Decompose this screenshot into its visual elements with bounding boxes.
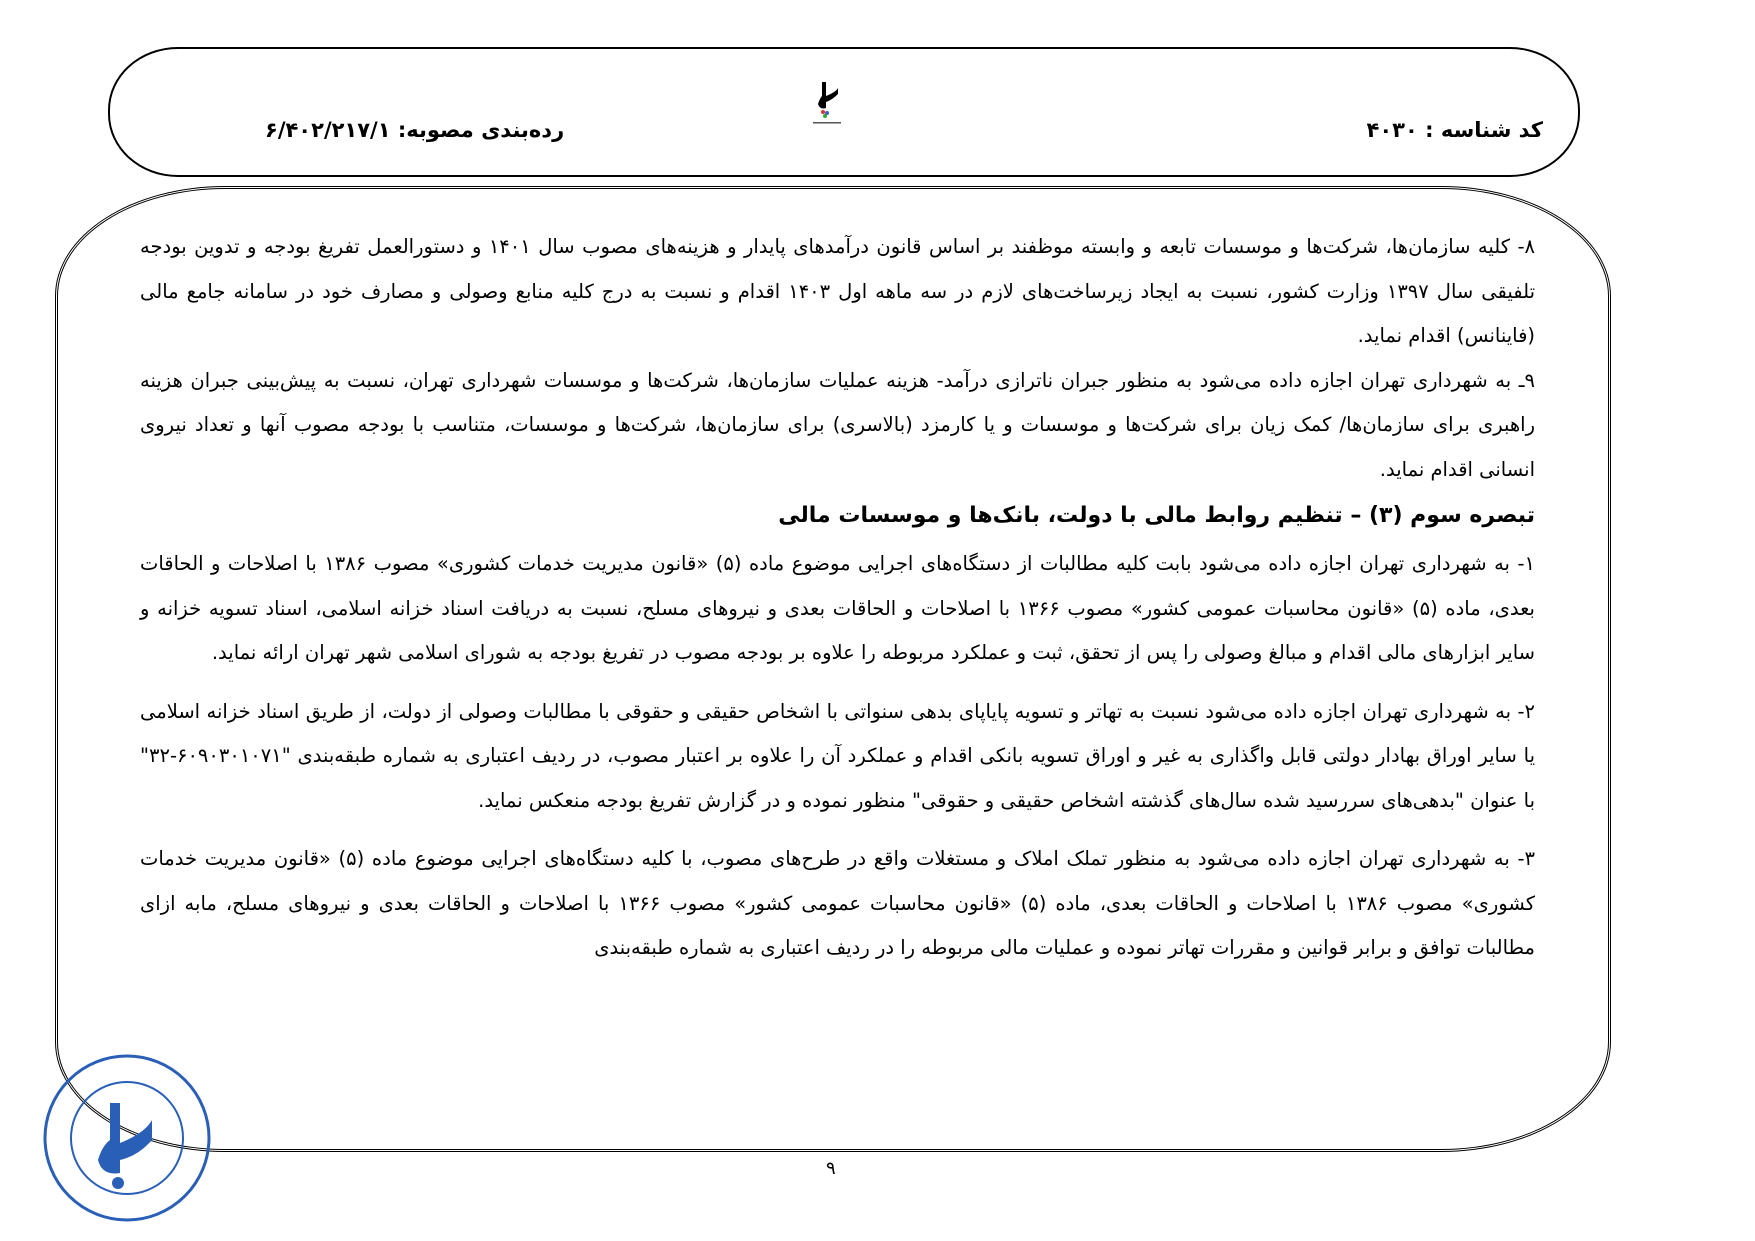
page-number: ۹	[826, 1158, 836, 1179]
council-logo-icon	[808, 78, 848, 128]
document-body	[140, 225, 1535, 971]
paragraph-clause-2: ۲- به شهرداری تهران اجازه داده می‌شود نسبت به تهاتر و تسویه پایاپای بدهی سنواتی با اشخاص حقیقی و حقوقی با مطالبات وصولی از دولت، از طریق اسناد خزانه اسلامی یا سایر اوراق بهادار دولتی قابل واگذاری به غیر و اوراق تسویه بانکی اقدام و عملکرد آن را علاوه بر اعتبار مصوب، در ردیف اعتباری به شماره طبقه‌بندی "۶۰۹۰۳۰۱۰۷۱-۳۲" با عنوان "بدهی‌های سررسید شده سال‌های گذشته اشخاص حقیقی و حقوقی" منظور نموده و در گزارش تفریغ بودجه منعکس نماید.	[140, 699, 1535, 812]
council-stamp-icon	[40, 1048, 215, 1228]
paragraph-9: ۹ـ به شهرداری تهران اجازه داده می‌شود به منظور جبران ناترازی درآمد- هزینه عملیات سازمان‌ها، شرکت‌ها و موسسات شهرداری تهران، نسبت به پیش‌بینی جبران هزینه راهبری برای سازمان‌ها/ کمک زیان برای شرکت‌ها و موسسات و یا کارمزد (بالاسری) برای سازمان‌ها، شرکت‌ها و موسسات، متناسب با بودجه مصوب آنها و تعداد نیروی انسانی اقدام نماید.	[140, 368, 1535, 481]
paragraph-clause-1: ۱- به شهرداری تهران اجازه داده می‌شود بابت کلیه مطالبات از دستگاه‌های اجرایی موضوع ماده (۵) «قانون مدیریت خدمات کشوری» مصوب ۱۳۸۶ با اصلاحات و الحاقات بعدی، ماده (۵) «قانون محاسبات عمومی کشور» مصوب ۱۳۶۶ با اصلاحات و الحاقات بعدی و نیروهای مسلح، نسبت به دریافت اسناد خزانه اسلامی، اسناد تسویه خزانه و سایر ابزارهای مالی اقدام و مبالغ وصولی را پس از تحقق، ثبت و عملکرد مربوطه را علاوه بر بودجه مصوب در تفریغ بودجه به شورای اسلامی شهر تهران ارائه نماید.	[140, 552, 1535, 664]
document-code: کد شناسه : ۴۰۳۰	[1366, 118, 1543, 142]
section-heading: تبصره سوم (۳) – تنظیم روابط مالی با دولت، بانک‌ها و موسسات مالی	[778, 503, 1535, 528]
paragraph-8: ۸- کلیه سازمان‌ها، شرکت‌ها و موسسات تابعه و وابسته موظفند بر اساس قانون درآمدهای پایدار و هزینه‌های مصوب سال ۱۴۰۱ و دستورالعمل تفریغ بودجه و تدوین بودجه تلفیقی سال ۱۳۹۷ وزارت کشور، نسبت به ایجاد زیرساخت‌های لازم در سه ماهه اول ۱۴۰۳ اقدام و نسبت به درج کلیه منابع وصولی و مصارف خود در سامانه جامع مالی (فاینانس) اقدام نماید.	[140, 235, 1536, 347]
classification-number: رده‌بندی مصوبه: ۶/۴۰۲/۲۱۷/۱	[265, 118, 565, 142]
paragraph-clause-3: ۳- به شهرداری تهران اجازه داده می‌شود به منظور تملک املاک و مستغلات واقع در طرح‌های مصوب، با کلیه دستگاه‌های اجرایی موضوع ماده (۵) «قانون مدیریت خدمات کشوری» مصوب ۱۳۸۶ با اصلاحات و الحاقات بعدی، ماده (۵) «قانون محاسبات عمومی کشور» مصوب ۱۳۶۶ با اصلاحات و الحاقات بعدی و نیروهای مسلح، مابه ازای مطالبات توافق و برابر قوانین و مقررات تهاتر نموده و عملیات مالی مربوطه را در ردیف اعتباری به شماره طبقه‌بندی	[140, 847, 1536, 959]
